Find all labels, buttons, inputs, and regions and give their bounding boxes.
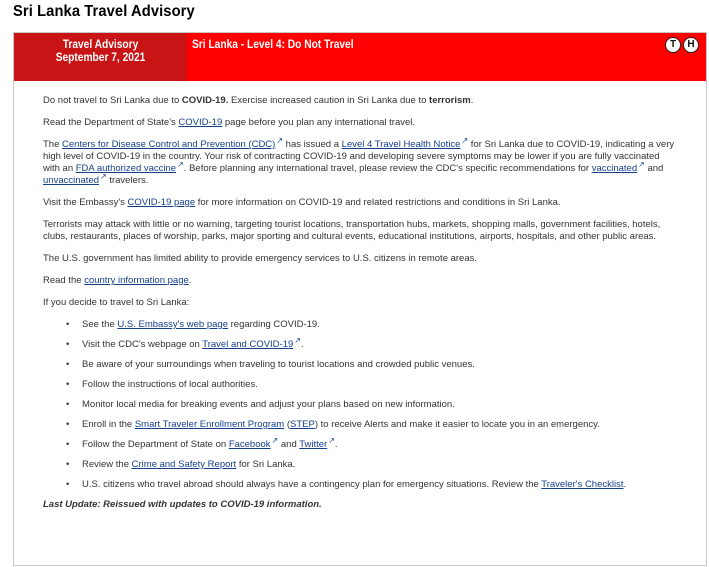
external-link-icon: ↗: [271, 435, 279, 445]
advisory-content: [43, 95, 675, 521]
recommendations-list: [43, 319, 675, 491]
embassy-web-page-link[interactable]: U.S. Embassy's web page: [117, 319, 228, 330]
smart-traveler-link[interactable]: Smart Traveler Enrollment Program: [134, 419, 285, 430]
travelers-checklist-link[interactable]: Traveler's Checklist: [541, 479, 624, 490]
advisory-summary: Do not travel to Sri Lanka due to COVID-19. Exercise increased caution in Sri Lanka due to terrorism.: [43, 95, 474, 106]
emergency-services-paragraph: The U.S. government has limited ability to provide emergency services to U.S. citizens in remote areas.: [43, 253, 478, 264]
list-item: • Monitor local media for breaking events and adjust your plans based on new information.: [66, 399, 675, 411]
cdc-link[interactable]: Centers for Disease Control and Prevention (CDC): [62, 139, 276, 150]
terrorism-paragraph: Terrorists may attack with little or no warning, targeting tourist locations, transportation hubs, markets, shopping malls, government facilities, hotels, clubs, restaurants, places of worship, parks, major sporting and cultural events, educational institutions, airports, hospitals, and other public areas.: [43, 219, 661, 242]
advisory-date: September 7, 2021: [55, 50, 146, 64]
travel-and-covid-link[interactable]: Travel and COVID-19: [202, 339, 294, 350]
external-link-icon: ↗: [461, 135, 469, 145]
covid-19-link[interactable]: COVID-19: [178, 117, 223, 128]
crime-safety-report-link[interactable]: Crime and Safety Report: [131, 459, 237, 470]
country-information-link[interactable]: country information page: [84, 275, 189, 286]
twitter-link[interactable]: Twitter: [299, 439, 328, 450]
embassy-covid-paragraph: Visit the Embassy's COVID-19 page for more information on COVID-19 and related restrictions and conditions in Sri Lanka.: [43, 197, 561, 208]
external-link-icon: ↗: [294, 335, 301, 345]
advisory-banner: [14, 33, 706, 81]
facebook-link[interactable]: Facebook: [228, 439, 271, 450]
external-link-icon: ↗: [276, 135, 284, 145]
fda-vaccine-link[interactable]: FDA authorized vaccine: [75, 163, 177, 174]
advisory-box: [13, 32, 707, 566]
unvaccinated-link[interactable]: unvaccinated: [43, 175, 99, 186]
list-item: • Be aware of your surroundings when traveling to tourist locations and crowded public venues.: [66, 359, 675, 371]
list-item: • U.S. citizens who travel abroad should always have a contingency plan for emergency situations. Review the Traveler's Checklist.: [66, 479, 675, 491]
country-info-paragraph: Read the country information page.: [43, 275, 192, 286]
advisory-date-block: [14, 33, 187, 81]
terrorism-indicator-badge[interactable]: T: [665, 37, 681, 53]
advisory-label: Travel Advisory: [62, 37, 139, 51]
page-title: Sri Lanka Travel Advisory: [13, 3, 195, 20]
vaccinated-link[interactable]: vaccinated: [591, 163, 638, 174]
travel-intro: If you decide to travel to Sri Lanka:: [43, 297, 190, 308]
list-item: • See the U.S. Embassy's web page regarding COVID-19.: [66, 319, 675, 331]
embassy-covid-page-link[interactable]: COVID-19 page: [127, 197, 196, 208]
external-link-icon: ↗: [177, 159, 184, 169]
external-link-icon: ↗: [638, 159, 645, 169]
health-indicator-badge[interactable]: H: [683, 37, 699, 53]
list-item: • Enroll in the Smart Traveler Enrollment Program (STEP) to receive Alerts and make it easier to locate you in an emergency.: [66, 419, 675, 431]
external-link-icon: ↗: [99, 171, 107, 181]
external-link-icon: ↗: [328, 435, 335, 445]
list-item: • Visit the CDC's webpage on Travel and COVID-19↗.: [66, 339, 675, 351]
list-item: • Review the Crime and Safety Report for Sri Lanka.: [66, 459, 675, 471]
last-update: Last Update: Reissued with updates to COVID-19 information.: [43, 499, 322, 510]
covid-page-paragraph: Read the Department of State's COVID-19 page before you plan any international travel.: [43, 117, 416, 128]
list-item: • Follow the Department of State on Facebook↗ and Twitter↗.: [66, 439, 675, 451]
level-4-health-notice-link[interactable]: Level 4 Travel Health Notice: [341, 139, 461, 150]
cdc-paragraph: The Centers for Disease Control and Prevention (CDC)↗ has issued a Level 4 Travel Health Notice↗ for Sri Lanka due to COVID-19, indicating a very high level of COVID-19 in the country. Your risk of contracting COVID-19 and developing severe symptoms may be lower if you are fully vaccinated with an FDA authorized vaccine↗. Before planning any international travel, please review the CDC's specific recommendations for vaccinated↗ and unvaccinated↗ travelers.: [43, 135, 675, 186]
list-item: • Follow the instructions of local authorities.: [66, 379, 675, 391]
step-link[interactable]: STEP: [290, 419, 315, 430]
advisory-level: Sri Lanka - Level 4: Do Not Travel: [192, 37, 354, 51]
